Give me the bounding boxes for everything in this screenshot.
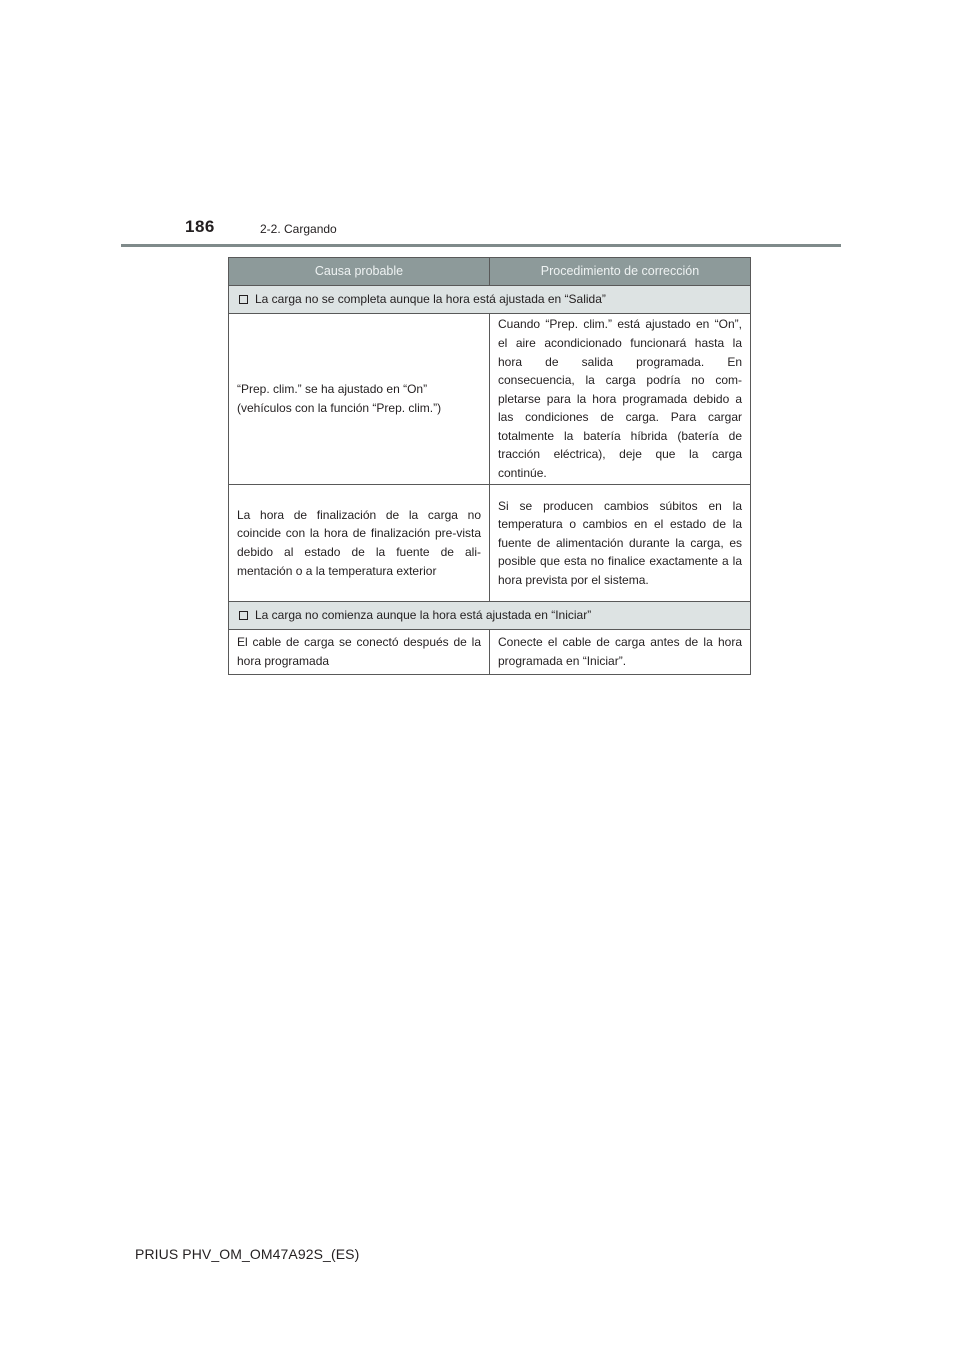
group-heading-row [229, 602, 751, 630]
column-header-correction: Procedimiento de corrección [490, 258, 751, 286]
group-heading-text: La carga no comienza aunque la hora está ajustada en “Iniciar” [255, 608, 592, 623]
troubleshooting-table [228, 257, 751, 675]
cause-cell: El cable de carga se conectó después de la hora programada [229, 630, 490, 675]
correction-cell: Conecte el cable de carga antes de la hora programada en “Iniciar”. [490, 630, 751, 675]
table-header-row [229, 258, 751, 286]
group-heading [229, 286, 751, 314]
footer-doc-id: PRIUS PHV_OM_OM47A92S_(ES) [135, 1246, 360, 1262]
group-heading-row [229, 286, 751, 314]
correction-cell: Cuando “Prep. clim.” está ajustado en “On”, el aire acondicionado funcionará hasta la hora de salida programada. En consecuencia, la carga podría no com-pletarse para la hora programada debido a las condiciones de carga. Para cargar totalmente la batería híbrida (batería de tracción eléctrica), deje que la carga continúe. [490, 314, 751, 485]
column-header-cause: Causa probable [229, 258, 490, 286]
table-row [229, 314, 751, 485]
checkbox-square-icon [239, 295, 248, 304]
group-heading-text: La carga no se completa aunque la hora está ajustada en “Salida” [255, 292, 606, 307]
section-title: 2-2. Cargando [260, 222, 337, 236]
table-row [229, 485, 751, 602]
header-rule [121, 244, 841, 247]
table-row [229, 630, 751, 675]
correction-cell: Si se producen cambios súbitos en la temperatura o cambios en el estado de la fuente de alimentación durante la carga, es posible que esta no finalice exactamente a la hora prevista por el sistema. [490, 485, 751, 602]
cause-cell: La hora de finalización de la carga no coincide con la hora de finalización pre-vista debido al estado de la fuente de ali-mentación o a la temperatura exterior [229, 485, 490, 602]
page-number: 186 [185, 217, 215, 236]
cause-cell: “Prep. clim.” se ha ajustado en “On” (vehículos con la función “Prep. clim.”) [229, 314, 490, 485]
checkbox-square-icon [239, 611, 248, 620]
group-heading [229, 602, 751, 630]
